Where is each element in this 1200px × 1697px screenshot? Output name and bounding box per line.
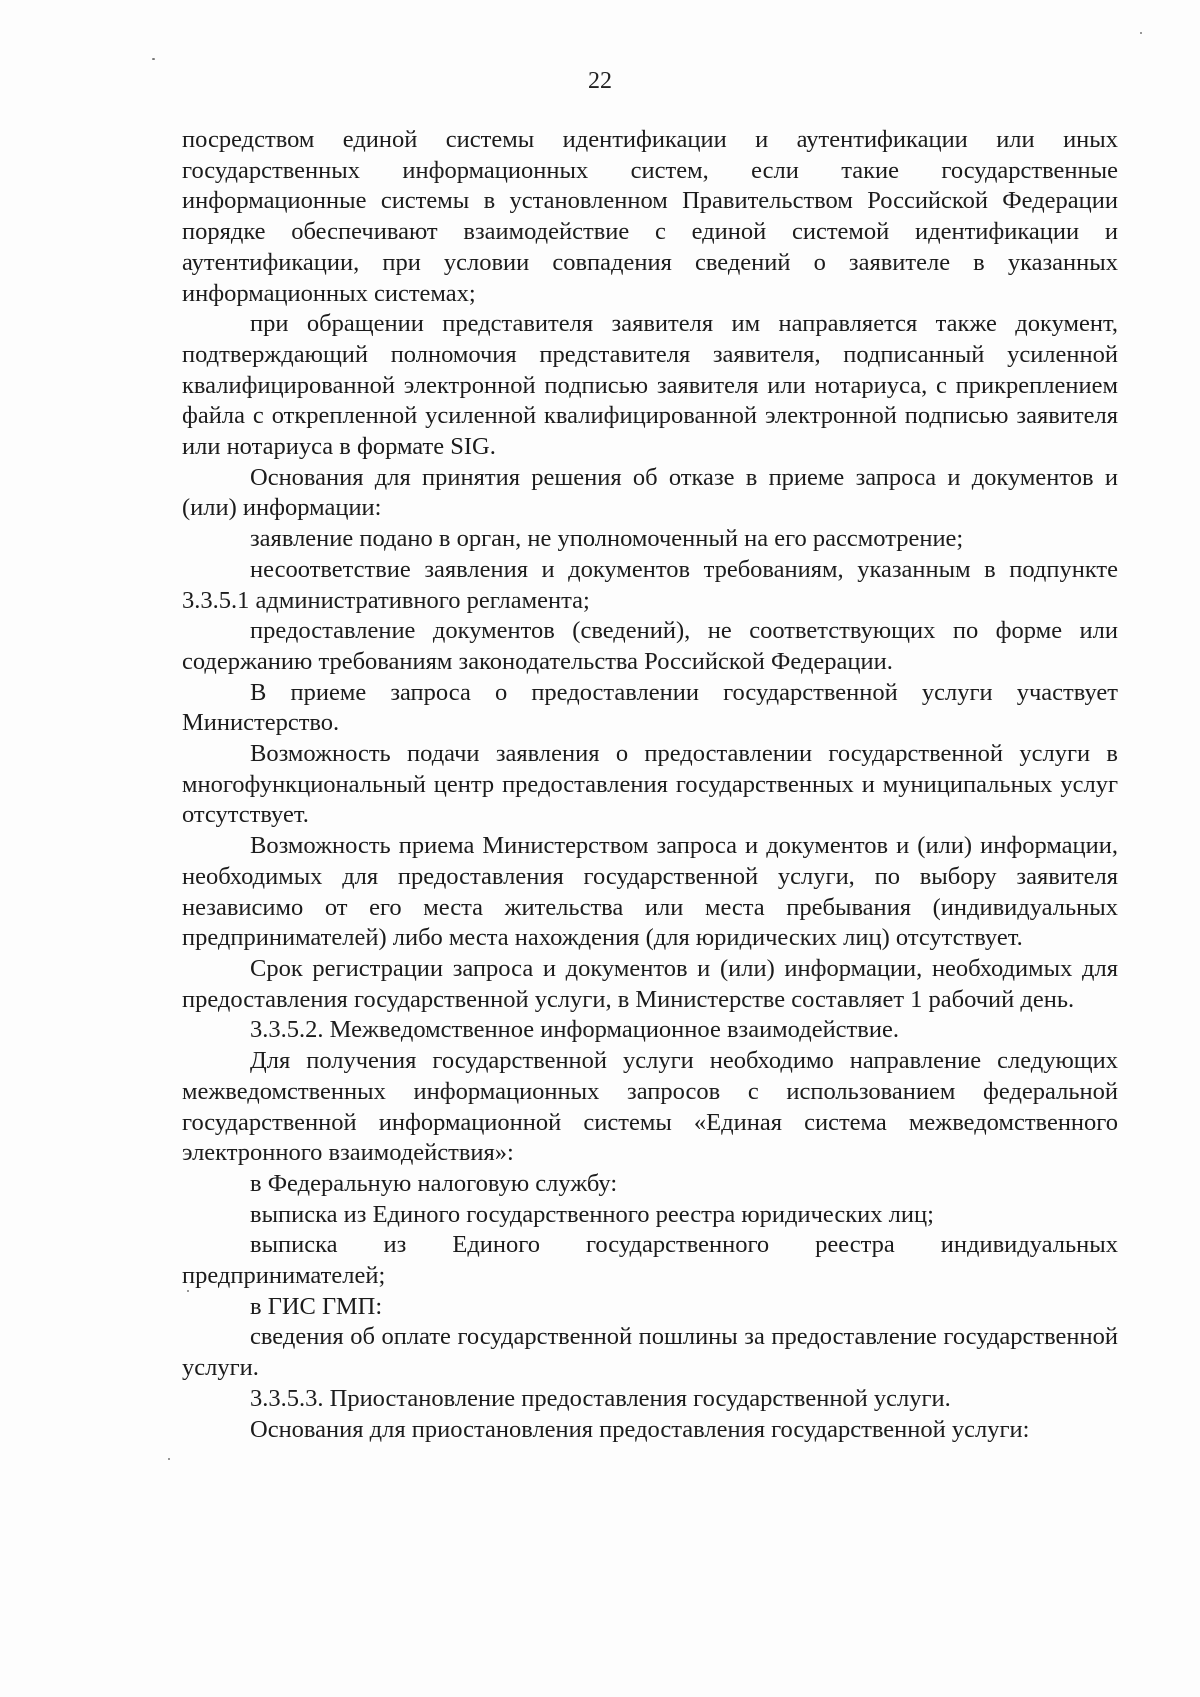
body-text bbox=[182, 125, 1118, 1445]
section-heading: 3.3.5.2. Межведомственное информационное взаимодействие. bbox=[250, 1016, 899, 1044]
list-item: в Федеральную налоговую службу: bbox=[250, 1169, 618, 1197]
paragraph: Возможность подачи заявления о предоставлении государственной услуги в многофункциональный центр предоставления государственных и муниципальных услуг отсутствует. bbox=[182, 740, 1118, 829]
scan-speck bbox=[1140, 32, 1142, 34]
paragraph: Основания для приостановления предоставления государственной услуги: bbox=[250, 1415, 1030, 1443]
paragraph: посредством единой системы идентификации и аутентификации или иных государственных информационных систем, если такие государственные информационные системы в установленном Правительством Российской Федерации порядке обеспечивают взаимодействие с единой системой идентификации и аутентификации, при условии совпадения сведений о заявителе в указанных информационных системах; bbox=[182, 126, 1118, 307]
list-item: сведения об оплате государственной пошлины за предоставление государственной услуги. bbox=[182, 1323, 1118, 1382]
paragraph: заявление подано в орган, не уполномоченный на его рассмотрение; bbox=[250, 525, 964, 553]
paragraph: Срок регистрации запроса и документов и (или) информации, необходимых для предоставления государственной услуги, в Министерстве составляет 1 рабочий день. bbox=[182, 954, 1118, 1013]
paragraph: несоответствие заявления и документов требованиям, указанным в подпункте 3.3.5.1 административного регламента; bbox=[182, 555, 1118, 614]
paragraph: при обращении представителя заявителя им направляется также документ, подтверждающий полномочия представителя заявителя, подписанный усиленной квалифицированной электронной подписью заявителя или нотариуса, с прикреплением файла с открепленной усиленной квалифицированной электронной подписью заявителя или нотариуса в формате SIG. bbox=[182, 310, 1118, 461]
scan-speck bbox=[187, 1290, 189, 1292]
paragraph: В приеме запроса о предоставлении государственной услуги участвует Министерство. bbox=[182, 678, 1118, 737]
paragraph: Для получения государственной услуги необходимо направление следующих межведомственных информационных запросов с использованием федеральной государственной информационной системы «Единая система межведомственного электронного взаимодействия»: bbox=[182, 1047, 1118, 1167]
paragraph: Возможность приема Министерством запроса и документов и (или) информации, необходимых для предоставления государственной услуги, по выбору заявителя независимо от его места жительства или места пребывания (индивидуальных предпринимателей) либо места нахождения (для юридических лиц) отсутствует. bbox=[182, 832, 1118, 952]
list-item: выписка из Единого государственного реестра юридических лиц; bbox=[250, 1200, 934, 1228]
list-item: выписка из Единого государственного реестра индивидуальных предпринимателей; bbox=[182, 1231, 1118, 1290]
scan-speck bbox=[152, 58, 155, 60]
paragraph: предоставление документов (сведений), не соответствующих по форме или содержанию требованиям законодательства Российской Федерации. bbox=[182, 617, 1118, 675]
scan-speck bbox=[168, 1458, 170, 1460]
list-item: в ГИС ГМП: bbox=[250, 1292, 383, 1320]
section-heading: 3.3.5.3. Приостановление предоставления государственной услуги. bbox=[250, 1384, 951, 1412]
page-number: 22 bbox=[588, 68, 612, 94]
paragraph: Основания для принятия решения об отказе в приеме запроса и документов и (или) информации: bbox=[182, 463, 1118, 522]
